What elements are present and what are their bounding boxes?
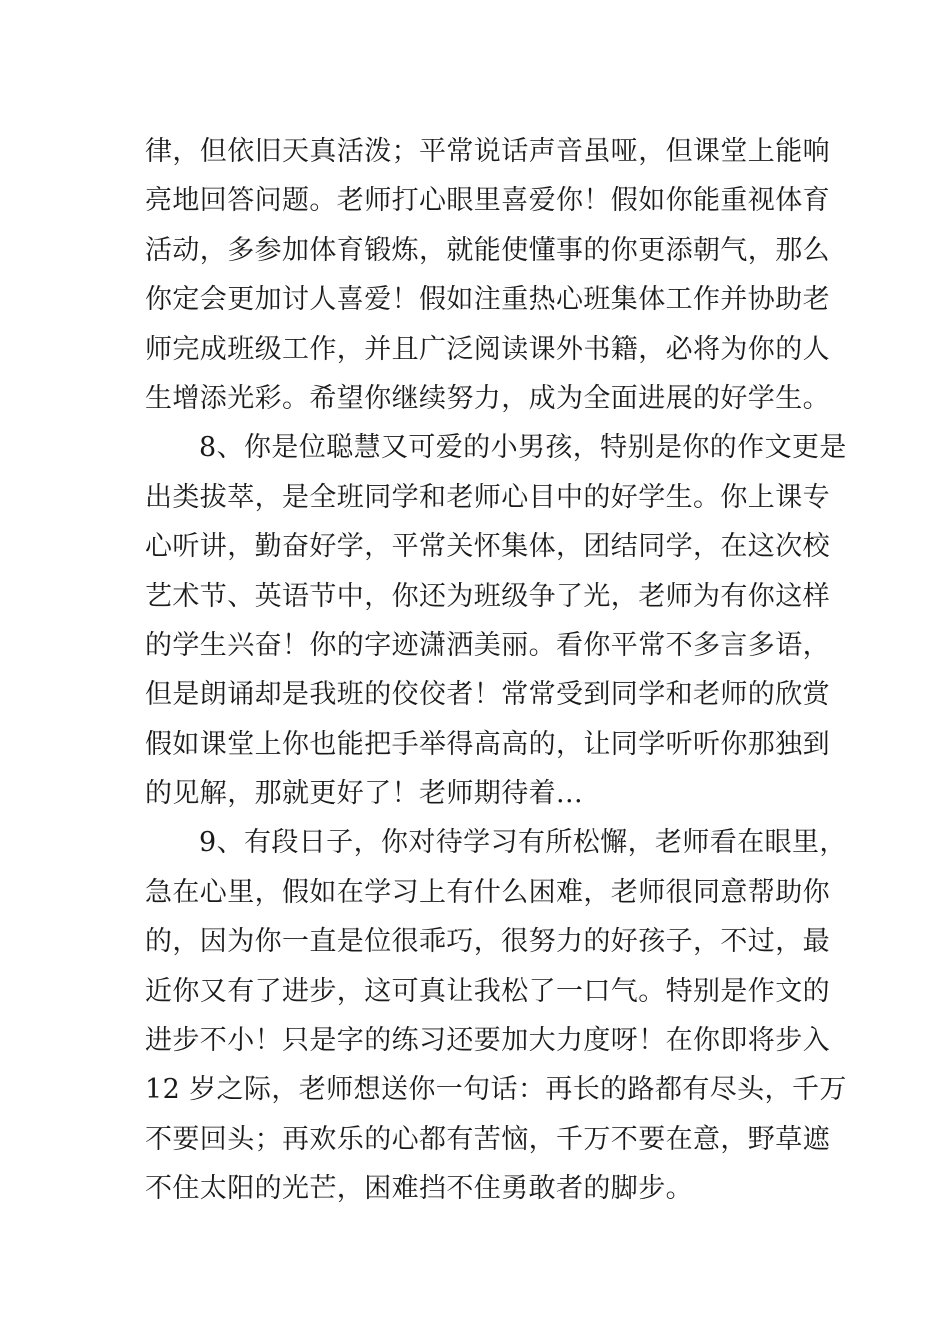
- text-line: 进步不小！只是字的练习还要加大力度呀！在你即将步入: [145, 1025, 830, 1057]
- text-line: 的见解，那就更好了！老师期待着...: [145, 778, 583, 810]
- text-line: 的学生兴奋！你的字迹潇洒美丽。看你平常不多言多语，: [145, 629, 830, 661]
- text-line: 的，因为你一直是位很乖巧，很努力的好孩子，不过，最: [145, 926, 830, 958]
- text-line: 律，但依旧天真活泼；平常说话声音虽哑，但课堂上能响: [145, 136, 830, 167]
- text-line: 生增添光彩。希望你继续努力，成为全面进展的好学生。: [145, 382, 830, 414]
- text-line: 你定会更加讨人喜爱！假如注重热心班集体工作并协助老: [145, 284, 830, 316]
- text-line: 师完成班级工作，并且广泛阅读课外书籍，必将为你的人: [145, 333, 830, 365]
- text-line: 急在心里，假如在学习上有什么困难，老师很同意帮助你: [145, 876, 830, 908]
- text-line: 近你又有了进步，这可真让我松了一口气。特别是作文的: [145, 975, 830, 1007]
- text-line: 12 岁之际，老师想送你一句话：再长的路都有尽头，千万: [145, 1074, 847, 1106]
- text-line: 假如课堂上你也能把手举得高高的，让同学听听你那独到: [145, 728, 830, 760]
- text-line: 9、有段日子，你对待学习有所松懈，老师看在眼里，: [199, 827, 847, 859]
- text-line: 8、你是位聪慧又可爱的小男孩，特别是你的作文更是: [199, 432, 847, 464]
- text-line: 出类拔萃，是全班同学和老师心目中的好学生。你上课专: [145, 481, 830, 513]
- document-body: [145, 127, 847, 1214]
- text-line: 不要回头；再欢乐的心都有苦恼，千万不要在意，野草遮: [145, 1123, 830, 1155]
- text-line: 艺术节、英语节中，你还为班级争了光，老师为有你这样: [145, 580, 830, 612]
- paragraph-8: [145, 423, 847, 818]
- text-line: 亮地回答问题。老师打心眼里喜爱你！假如你能重视体育: [145, 185, 830, 217]
- paragraph-9: [145, 818, 847, 1213]
- text-line: 不住太阳的光芒，困难挡不住勇敢者的脚步。: [145, 1173, 693, 1205]
- text-line: 心听讲，勤奋好学，平常关怀集体，团结同学，在这次校: [145, 531, 830, 563]
- paragraph-7-continued: [145, 127, 830, 423]
- text-line: 活动，多参加体育锻炼，就能使懂事的你更添朝气，那么: [145, 234, 830, 266]
- text-line: 但是朗诵却是我班的佼佼者！常常受到同学和老师的欣赏: [145, 679, 830, 711]
